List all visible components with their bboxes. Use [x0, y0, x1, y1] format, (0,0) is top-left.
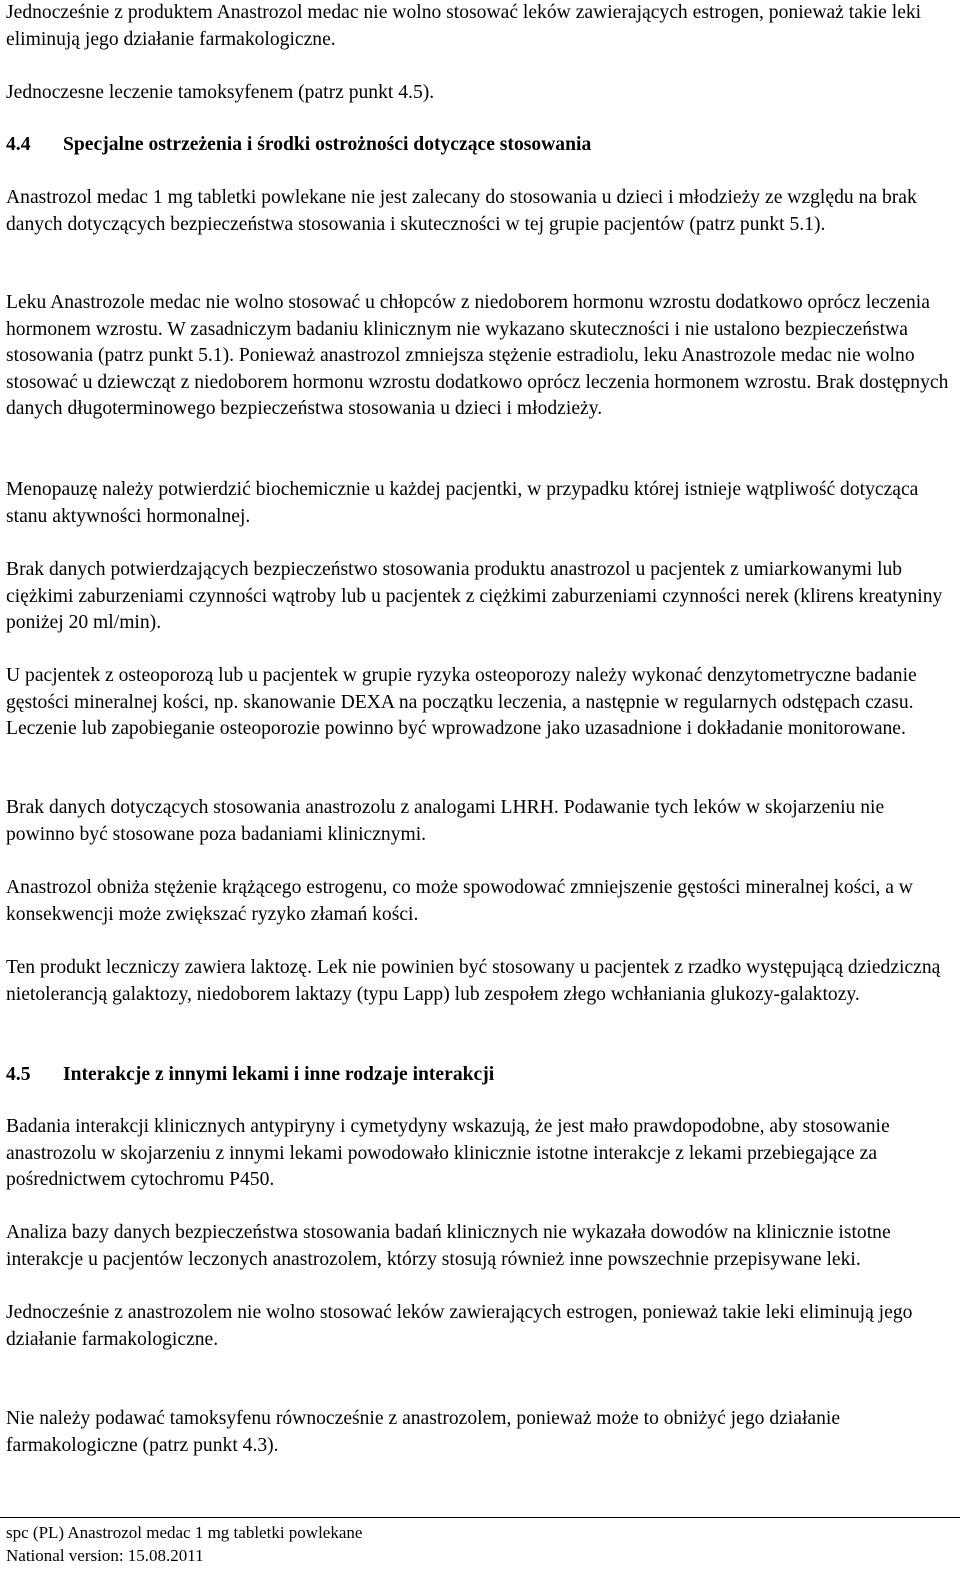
footer-version: National version: 15.08.2011: [6, 1546, 204, 1565]
paragraph-estrogen-anastrozole: Jednocześnie z anastrozolem nie wolno stosować leków zawierających estrogen, ponieważ takie leki eliminują jego działanie farmakologiczne.: [6, 1302, 913, 1350]
footer-divider: [0, 1517, 960, 1518]
paragraph-database-analysis: Analiza bazy danych bezpieczeństwa stosowania badań klinicznych nie wykazała dowodów na klinicznie istotne interakcje u pacjentów leczonych anastrozolem, którzy stosują również inne powszechnie przepisywane leki.: [6, 1222, 891, 1270]
section-title: Interakcje z innymi lekami i inne rodzaje interakcji: [63, 1064, 495, 1085]
section-heading-4-4: [6, 132, 956, 159]
paragraph-estrogen-warning: Jednocześnie z produktem Anastrozol medac nie wolno stosować leków zawierających estrogen, ponieważ takie leki eliminują jego działanie farmakologiczne.: [6, 2, 922, 50]
paragraph-bone-density: Anastrozol obniża stężenie krążącego estrogenu, co może spowodować zmniejszenie gęstości mineralnej kości, a w konsekwencji może zwiększać ryzyko złamań kości.: [6, 877, 913, 925]
section-number: 4.5: [6, 1064, 31, 1085]
section-heading-4-5: [6, 1062, 956, 1089]
paragraph-liver-kidney: Brak danych potwierdzających bezpieczeństwo stosowania produktu anastrozol u pacjentek z umiarkowanymi lub ciężkimi zaburzeniami czynności wątroby lub u pacjentek z ciężkimi zaburzeniami czynności nerek (klirens kreatyniny poniżej 20 ml/min).: [6, 559, 943, 633]
paragraph-osteoporosis: U pacjentek z osteoporozą lub u pacjentek w grupie ryzyka osteoporozy należy wykonać denzytometryczne badanie gęstości mineralnej kości, np. skanowanie DEXA na początku leczenia, a następnie w regularnych odstępach czasu. Leczenie lub zapobieganie osteoporozie powinno być wprowadzone jako uzasadnione i dokładanie monitorowane.: [6, 665, 917, 739]
paragraph-cytochrome: Badania interakcji klinicznych antypiryny i cymetydyny wskazują, że jest mało prawdopodobne, aby stosowanie anastrozolu w skojarzeniu z innymi lekami powodowało klinicznie istotne interakcje z lekami przebiegające za pośrednictwem cytochromu P450.: [6, 1116, 890, 1190]
footer-product-name: spc (PL) Anastrozol medac 1 mg tabletki powlekane: [6, 1523, 363, 1542]
paragraph-children-use: Anastrozol medac 1 mg tabletki powlekane nie jest zalecany do stosowania u dzieci i młodzieży ze względu na brak danych dotyczących bezpieczeństwa stosowania i skuteczności w tej grupie pacjentów (patrz punkt 5.1).: [6, 187, 917, 235]
paragraph-tamoxifen-interaction: Nie należy podawać tamoksyfenu równocześnie z anastrozolem, ponieważ może to obniżyć jego działanie farmakologiczne (patrz punkt 4.3).: [6, 1408, 841, 1456]
paragraph-lhrh: Brak danych dotyczących stosowania anastrozolu z analogami LHRH. Podawanie tych leków w skojarzeniu nie powinno być stosowane poza badaniami klinicznymi.: [6, 797, 885, 845]
paragraph-lactose: Ten produkt leczniczy zawiera laktozę. Lek nie powinien być stosowany u pacjentek z rzadko występującą dziedziczną nietolerancją galaktozy, niedoborem laktazy (typu Lapp) lub zespołem złego wchłaniania glukozy-galaktozy.: [6, 957, 941, 1005]
paragraph-tamoxifen: Jednoczesne leczenie tamoksyfenem (patrz punkt 4.5).: [6, 82, 435, 103]
paragraph-menopause: Menopauzę należy potwierdzić biochemicznie u każdej pacjentki, w przypadku której istnieje wątpliwość dotycząca stanu aktywności hormonalnej.: [6, 479, 919, 527]
section-number: 4.4: [6, 134, 31, 155]
section-title: Specjalne ostrzeżenia i środki ostrożności dotyczące stosowania: [63, 134, 592, 155]
paragraph-growth-hormone: Leku Anastrozole medac nie wolno stosować u chłopców z niedoborem hormonu wzrostu dodatkowo oprócz leczenia hormonem wzrostu. W zasadniczym badaniu klinicznym nie wykazano skuteczności i nie ustalono bezpieczeństwa stosowania (patrz punkt 5.1). Ponieważ anastrozol zmniejsza stężenie estradiolu, leku Anastrozole medac nie wolno stosować u dziewcząt z niedoborem hormonu wzrostu dodatkowo oprócz leczenia hormonem wzrostu. Brak dostępnych danych długoterminowego bezpieczeństwa stosowania u dzieci i młodzieży.: [6, 292, 949, 419]
